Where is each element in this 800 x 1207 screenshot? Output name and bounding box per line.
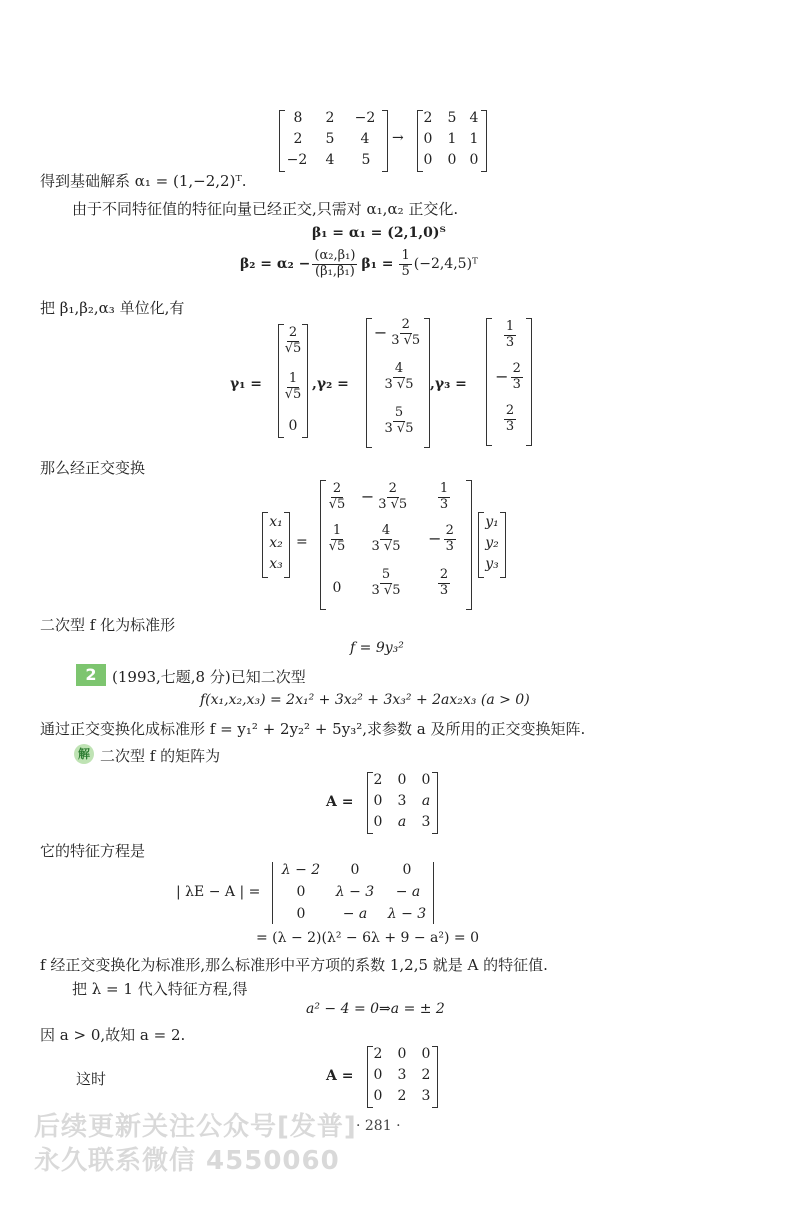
- matrix-cell: 0: [373, 1067, 383, 1083]
- matrix-cell: 2: [397, 1088, 407, 1104]
- frac-denominator: 3: [445, 538, 454, 554]
- eq-f: f = 9y₃²: [350, 640, 404, 656]
- eq-beta2-coef: [399, 249, 411, 280]
- matrix-cell: 2: [373, 772, 383, 788]
- matrix-cell: 2: [325, 110, 335, 126]
- det-cell: λ − 3: [335, 884, 375, 900]
- eq-beta2-frac: [312, 249, 357, 280]
- q-entry: [424, 568, 464, 599]
- matrix-cell: 2: [293, 131, 303, 147]
- matrix-cell: 2: [421, 1067, 431, 1083]
- eq-beta2-rhs: (−2,4,5)ᵀ: [413, 256, 478, 273]
- frac-numerator: 4: [394, 361, 404, 376]
- frac-numerator: 1: [401, 248, 410, 263]
- frac-denominator: 3 √5: [371, 538, 401, 554]
- standard-line: 二次型 f 化为标准形: [40, 616, 176, 634]
- q-entry: [322, 482, 352, 513]
- y-entry: y₂: [485, 535, 499, 551]
- matrix-cell: 4: [325, 152, 335, 168]
- matrix-a2-label: A =: [326, 1068, 354, 1084]
- gamma3-entry: [490, 320, 530, 351]
- equals: =: [296, 534, 308, 550]
- q-entry: [356, 524, 416, 555]
- now-label: 这时: [76, 1070, 107, 1088]
- matrix-cell: 3: [421, 814, 431, 830]
- matrix-cell: 0: [423, 152, 433, 168]
- matrix-cell: 0: [373, 814, 383, 830]
- frac-numerator: 2: [288, 325, 298, 340]
- conclude-a: 因 a > 0,故知 a = 2.: [40, 1026, 186, 1044]
- matrix-cell: 0: [447, 152, 457, 168]
- frac-denominator: 3: [439, 496, 449, 512]
- frac-numerator: 4: [381, 523, 391, 538]
- gamma2-label: ,γ₂ =: [312, 376, 349, 392]
- matrix-cell: 0: [397, 772, 407, 788]
- watermark-line-2: 永久联系微信 4550060: [34, 1146, 340, 1176]
- matrix-cell: 0: [421, 772, 431, 788]
- arrow: →: [392, 130, 404, 146]
- gamma3-entry: [490, 362, 530, 393]
- frac-denominator: 3 √5: [391, 332, 421, 348]
- eigen-note: f 经正交变换化为标准形,那么标准形中平方项的系数 1,2,5 就是 A 的特征值.: [40, 956, 548, 974]
- det-cell: 0: [402, 862, 412, 878]
- page-number: · 281 ·: [356, 1118, 401, 1134]
- matrix-cell: 0: [421, 1046, 431, 1062]
- matrix-cell: 4: [469, 110, 479, 126]
- matrix-cell: 3: [421, 1088, 431, 1104]
- eq-beta1: β₁ = α₁ = (2,1,0)ᵀ: [312, 225, 446, 241]
- q-entry: 0: [332, 580, 342, 596]
- q-entry: [424, 482, 464, 513]
- matrix-cell: 0: [423, 131, 433, 147]
- gamma1-entry: [280, 372, 306, 403]
- matrix-a-label: A =: [326, 794, 354, 810]
- det-cell: 0: [296, 884, 306, 900]
- q-entry: [356, 482, 416, 513]
- solution-intro: 二次型 f 的矩阵为: [100, 747, 221, 765]
- frac-numerator: 1: [439, 481, 449, 496]
- frac-numerator: 2: [512, 361, 521, 376]
- char-lhs: | λE − A | =: [176, 884, 261, 900]
- unitize-line: 把 β₁,β₂,α₃ 单位化,有: [40, 299, 185, 317]
- sign: −: [373, 322, 388, 342]
- det-cell: − a: [342, 906, 368, 922]
- determinant-bar: [272, 862, 273, 924]
- eq-beta2-mid: β₁ =: [361, 256, 394, 273]
- matrix-cell: 0: [469, 152, 479, 168]
- frac-denominator: 5: [401, 263, 410, 279]
- frac-numerator: 2: [439, 567, 449, 582]
- matrix-cell: 8: [293, 110, 303, 126]
- quadratic-form: f(x₁,x₂,x₃) = 2x₁² + 3x₂² + 3x₃² + 2ax₂x₃ (a > 0): [200, 692, 530, 708]
- frac-numerator: (α₂,β₁): [314, 248, 356, 263]
- frac-numerator: 1: [505, 319, 515, 334]
- gamma3-entry: [490, 404, 530, 435]
- frac-denominator: √5: [328, 496, 346, 512]
- orth-note: 由于不同特征值的特征向量已经正交,只需对 α₁,α₂ 正交化.: [72, 200, 459, 218]
- frac-denominator: 3 √5: [384, 376, 414, 392]
- char-eq-intro: 它的特征方程是: [40, 842, 146, 860]
- frac-denominator: √5: [328, 538, 346, 554]
- matrix-cell: 0: [373, 793, 383, 809]
- eq-beta2: [240, 249, 478, 280]
- q-entry: [356, 568, 416, 599]
- det-cell: λ − 3: [387, 906, 427, 922]
- q-entry: [322, 524, 352, 555]
- matrix-cell: 3: [397, 1067, 407, 1083]
- matrix-right-bracket: [466, 480, 472, 610]
- matrix-cell: 3: [397, 793, 407, 809]
- frac-numerator: 2: [388, 481, 397, 496]
- problem-statement: 通过正交变换化成标准形 f = y₁² + 2y₂² + 5y₃²,求参数 a 及所用的正交变换矩阵.: [40, 720, 586, 738]
- matrix-cell: 5: [447, 110, 457, 126]
- sign: −: [360, 486, 375, 506]
- gamma1-entry: [280, 326, 306, 357]
- frac-denominator: 3: [512, 376, 521, 392]
- problem-number-badge: 2: [76, 664, 106, 686]
- solution-badge: 解: [74, 744, 94, 764]
- gamma1-label: γ₁ =: [230, 376, 262, 392]
- frac-denominator: √5: [284, 386, 302, 402]
- char-result: = (λ − 2)(λ² − 6λ + 9 − a²) = 0: [256, 930, 480, 946]
- frac-denominator: √5: [284, 340, 302, 356]
- frac-denominator: 3: [439, 582, 449, 598]
- gamma2-entry: [370, 362, 428, 393]
- matrix-cell: 0: [397, 1046, 407, 1062]
- y-entry: y₁: [485, 514, 499, 530]
- q-entry: [420, 524, 466, 555]
- basis-line: 得到基础解系 α₁ = (1,−2,2)ᵀ.: [40, 172, 247, 190]
- gamma1-entry: 0: [288, 418, 298, 434]
- matrix-cell: −2: [286, 152, 308, 168]
- det-cell: 0: [350, 862, 360, 878]
- frac-denominator: 3: [505, 334, 515, 350]
- frac-numerator: 2: [445, 523, 454, 538]
- frac-denominator: 3: [505, 418, 515, 434]
- frac-denominator: (β₁,β₁): [315, 263, 355, 279]
- sub-lambda: 把 λ = 1 代入特征方程,得: [72, 980, 248, 998]
- matrix-cell: 1: [469, 131, 479, 147]
- gamma3-label: ,γ₃ =: [430, 376, 467, 392]
- frac-numerator: 1: [288, 371, 298, 386]
- sign: −: [428, 528, 442, 548]
- x-entry: x₂: [269, 535, 283, 551]
- gamma2-entry: [370, 318, 428, 349]
- frac-numerator: 5: [381, 567, 391, 582]
- sign: −: [495, 366, 509, 386]
- matrix-cell: 5: [325, 131, 335, 147]
- det-cell: 0: [296, 906, 306, 922]
- transform-line: 那么经正交变换: [40, 459, 146, 477]
- matrix-right-bracket: [382, 110, 388, 172]
- frac-numerator: 2: [332, 481, 342, 496]
- frac-denominator: 3 √5: [371, 582, 401, 598]
- frac-numerator: 2: [505, 403, 515, 418]
- frac-numerator: 2: [401, 317, 410, 332]
- eq-a: a² − 4 = 0⇒a = ± 2: [306, 1001, 445, 1017]
- eq-beta2-lhs: β₂ = α₂ −: [240, 256, 311, 273]
- problem-source: (1993,七题,8 分)已知二次型: [112, 668, 306, 686]
- matrix-cell: a: [421, 793, 431, 809]
- frac-denominator: 3 √5: [384, 420, 414, 436]
- det-cell: − a: [395, 884, 421, 900]
- matrix-cell: 4: [360, 131, 370, 147]
- gamma2-entry: [370, 406, 428, 437]
- det-cell: λ − 2: [281, 862, 321, 878]
- watermark-line-1: 后续更新关注公众号[发普]: [34, 1112, 357, 1142]
- matrix-cell: 0: [373, 1088, 383, 1104]
- matrix-cell: 2: [423, 110, 433, 126]
- matrix-cell: a: [397, 814, 407, 830]
- frac-numerator: 1: [332, 523, 342, 538]
- matrix-cell: 2: [373, 1046, 383, 1062]
- matrix-cell: 1: [447, 131, 457, 147]
- x-entry: x₃: [269, 556, 283, 572]
- frac-denominator: 3 √5: [378, 496, 408, 512]
- frac-numerator: 5: [394, 405, 404, 420]
- x-entry: x₁: [269, 514, 283, 530]
- y-entry: y₃: [485, 556, 499, 572]
- matrix-cell: −2: [354, 110, 376, 126]
- matrix-cell: 5: [361, 152, 371, 168]
